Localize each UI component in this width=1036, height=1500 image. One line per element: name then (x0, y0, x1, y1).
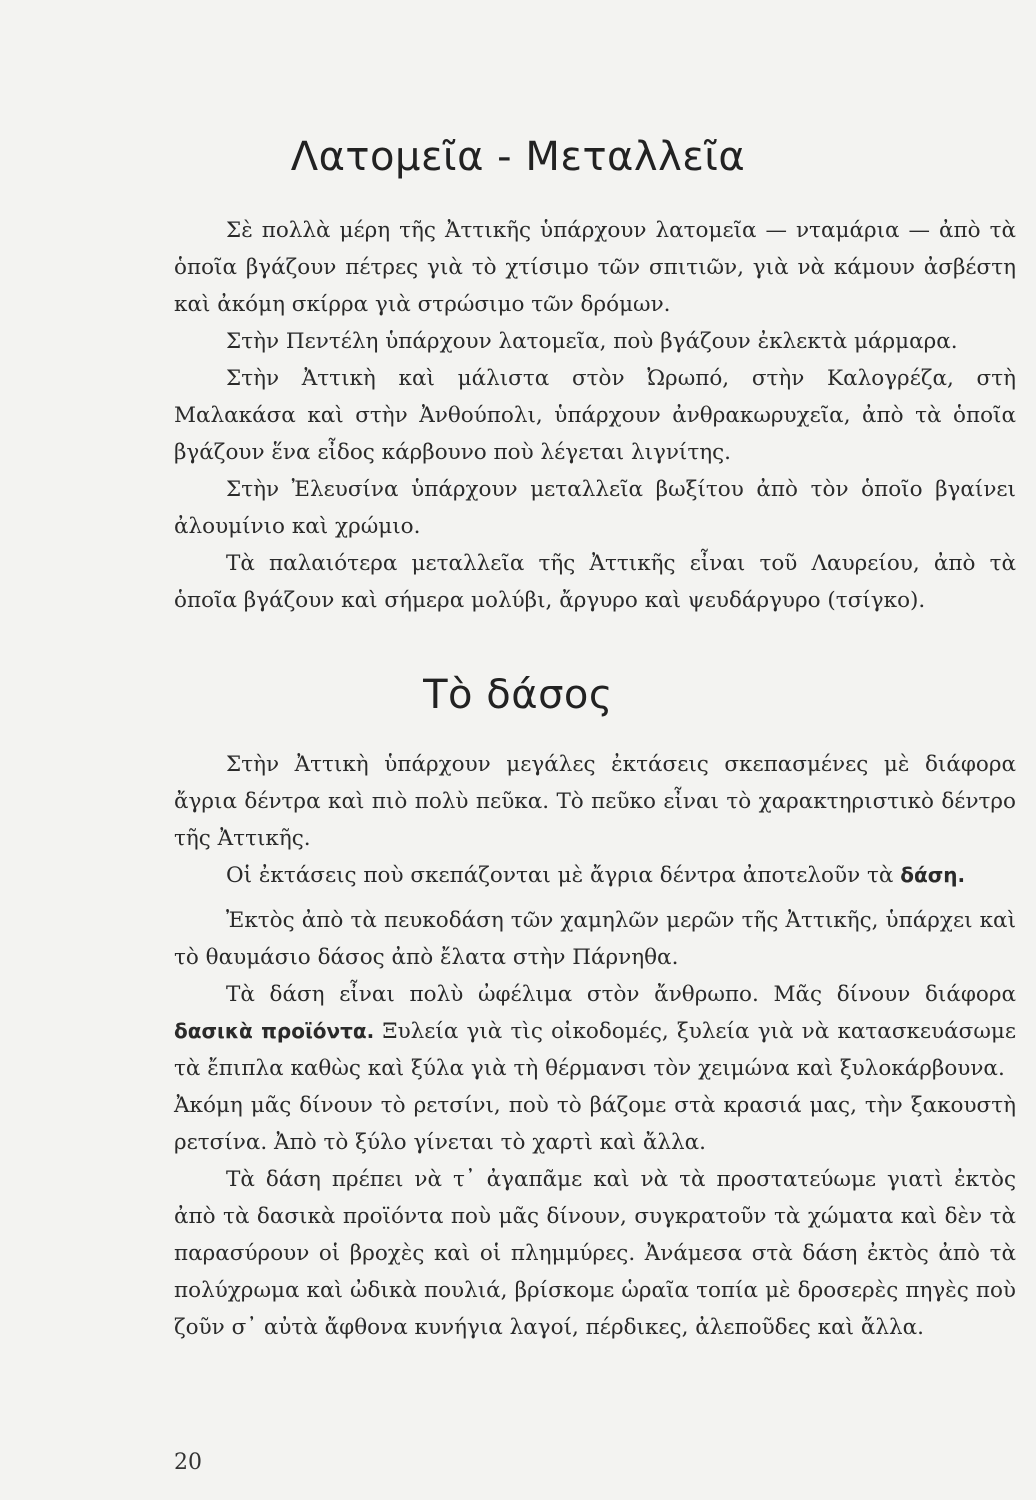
paragraph: Σὲ πολλὰ μέρη τῆς Ἀττικῆς ὑπάρχουν λατομεῖα — νταμάρια — ἀπὸ τὰ ὁποῖα βγάζουν πέτρες γιὰ τὸ χτίσιμο τῶν σπιτιῶν, γιὰ νὰ κάμουν ἀσβέστη καὶ ἀκόμη σκίρρα γιὰ στρώσιμο τῶν δρόμων. (174, 218, 1016, 317)
paragraph: Στὴν Ἐλευσίνα ὑπάρχουν μεταλλεῖα βωξίτου ἀπὸ τὸν ὁποῖο βγαίνει ἀλουμίνιο καὶ χρώμιο. (174, 477, 1016, 539)
section-title-forest: Τὸ δάσος (423, 672, 613, 718)
page-number: 20 (174, 1450, 202, 1475)
section-title-quarries-mines: Λατομεῖα - Μεταλλεῖα (290, 134, 746, 180)
bold-term-forests: δάση. (900, 863, 966, 887)
paragraph: Τὰ παλαιότερα μεταλλεῖα τῆς Ἀττικῆς εἶναι τοῦ Λαυρείου, ἀπὸ τὰ ὁποῖα βγάζουν καὶ σήμερα μολύβι, ἄργυρο καὶ ψευδάργυρο (τσίγκο). (174, 551, 1016, 613)
bold-term-forest-products: δασικὰ προϊόντα. (174, 1019, 375, 1043)
paragraph: Τὰ δάση πρέπει νὰ τ᾿ ἀγαπᾶμε καὶ νὰ τὰ προστατεύωμε γιατὶ ἐκτὸς ἀπὸ τὰ δασικὰ προϊόντα ποὺ μᾶς δίνουν, συγκρατοῦν τὰ χώματα καὶ δὲν τὰ παρασύρουν οἱ βροχὲς καὶ οἱ πλημμύρες. Ἀνάμεσα στὰ δάση ἐκτὸς ἀπὸ τὰ πολύχρωμα καὶ ὠδικὰ πουλιά, βρίσκομε ὡραῖα τοπία μὲ δροσερὲς πηγὲς ποὺ ζοῦν σ᾿ αὐτὰ ἄφθονα κυνήγια λαγοί, πέρδικες, ἀλεποῦδες καὶ ἄλλα. (174, 1167, 1016, 1340)
paragraph-text: Τὰ δάση εἶναι πολὺ ὠφέλιμα στὸν ἄνθρωπο. Μᾶς δίνουν διάφορα (226, 982, 1016, 1007)
paragraph (174, 976, 1016, 1087)
paragraph: Ἐκτὸς ἀπὸ τὰ πευκοδάση τῶν χαμηλῶν μερῶν τῆς Ἀττικῆς, ὑπάρχει καὶ τὸ θαυμάσιο δάσος ἀπὸ ἔλατα στὴν Πάρνηθα. (174, 908, 1016, 970)
paragraph: Ἀκόμη μᾶς δίνουν τὸ ρετσίνι, ποὺ τὸ βάζομε στὰ κρασιά μας, τὴν ξακουστὴ ρετσίνα. Ἀπὸ τὸ ξύλο γίνεται τὸ χαρτὶ καὶ ἄλλα. (174, 1093, 1016, 1155)
paragraph (174, 857, 1016, 894)
paragraph-text: Οἱ ἐκτάσεις ποὺ σκεπάζονται μὲ ἄγρια δέντρα ἀποτελοῦν τὰ (226, 863, 901, 888)
paragraph: Στὴν Ἀττικὴ καὶ μάλιστα στὸν Ὠρωπό, στὴν Καλογρέζα, στὴ Μαλακάσα καὶ στὴν Ἀνθούπολι, ὑπάρχουν ἀνθρακωρυχεῖα, ἀπὸ τὰ ὁποῖα βγάζουν ἕνα εἶδος κάρβουνο ποὺ λέγεται λιγνίτης. (174, 366, 1016, 465)
paragraph: Στὴν Πεντέλη ὑπάρχουν λατομεῖα, ποὺ βγάζουν ἐκλεκτὰ μάρμαρα. (226, 329, 958, 354)
section-body-quarries-mines (174, 212, 1016, 619)
section-body-forest (174, 746, 1016, 1346)
paragraph: Στὴν Ἀττικὴ ὑπάρχουν μεγάλες ἐκτάσεις σκεπασμένες μὲ διάφορα ἄγρια δέντρα καὶ πιὸ πολὺ πεῦκα. Τὸ πεῦκο εἶναι τὸ χαρακτηριστικὸ δέντρο τῆς Ἀττικῆς. (174, 752, 1016, 851)
paragraph-text: Ξυλεία γιὰ τὶς οἰκοδομές, ξυλεία γιὰ νὰ κατασκευάσωμε τὰ ἔπιπλα καθὼς καὶ ξύλα γιὰ τὴ θέρμανσι τὸν χειμώνα καὶ ξυλοκάρβουνα. (174, 1019, 1016, 1081)
